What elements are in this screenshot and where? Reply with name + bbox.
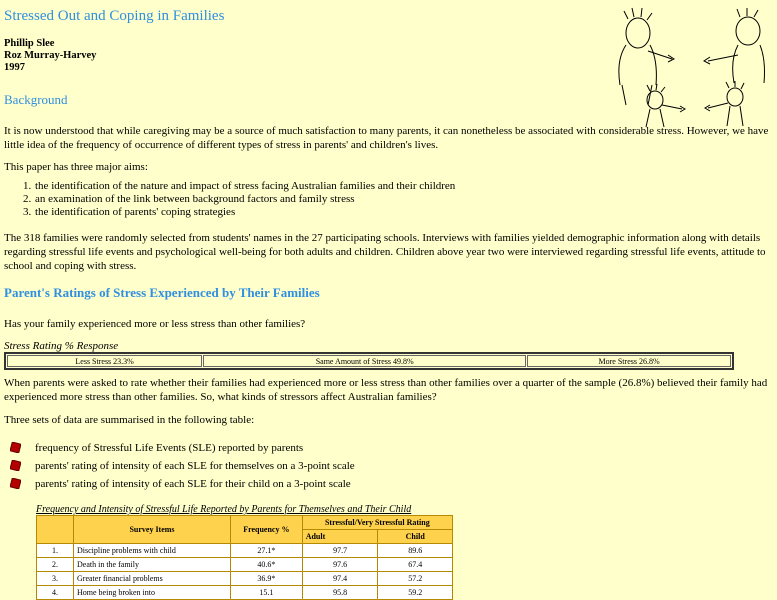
red-diamond-bullet-icon	[10, 442, 21, 453]
background-heading: Background	[4, 92, 68, 107]
table-caption: Frequency and Intensity of Stressful Life Reported by Parents for Themselves and Their Child	[36, 504, 412, 515]
ratings-summary: When parents were asked to rate whether their families had experienced more or less stress than other families over a quarter of the sample (26.8%) believed their family had experienced more stress than other families. So, what kinds of stressors affect Australian families?	[4, 377, 768, 403]
data-set-label: frequency of Stressful Life Events (SLE) reported by parents	[35, 442, 304, 454]
publication-year: 1997	[4, 62, 25, 73]
data-set-label: parents' rating of intensity of each SLE for themselves on a 3-point scale	[35, 460, 355, 472]
author-1: Phillip Slee	[4, 38, 55, 49]
table-row	[37, 544, 453, 558]
row-number-header	[37, 516, 74, 544]
rating-header: Stressful/Very Stressful Rating	[302, 516, 452, 530]
data-set-label: parents' rating of intensity of each SLE for their child on a 3-point scale	[35, 478, 351, 490]
survey-item: Home being broken into	[74, 586, 231, 600]
row-number: 4.	[37, 586, 74, 600]
stress-rating-table	[4, 352, 734, 370]
survey-item: Greater financial problems	[74, 572, 231, 586]
frequency-value: 40.6*	[231, 558, 303, 572]
table-row	[37, 572, 453, 586]
red-diamond-bullet-icon	[10, 478, 21, 489]
frequency-value: 27.1*	[231, 544, 303, 558]
red-diamond-bullet-icon	[10, 460, 21, 471]
ratings-heading: Parent's Ratings of Stress Experienced by Their Families	[4, 285, 320, 300]
table-row	[37, 558, 453, 572]
child-rating: 57.2	[378, 572, 453, 586]
page-title: Stressed Out and Coping in Families	[4, 8, 225, 24]
frequency-value: 36.9*	[231, 572, 303, 586]
child-rating: 59.2	[378, 586, 453, 600]
more-stress-cell: More Stress 26.8%	[527, 355, 731, 367]
aim-item: 1. the identification of the nature and impact of stress facing Australian families and their children	[34, 180, 455, 193]
frequency-value: 15.1	[231, 586, 303, 600]
authors	[4, 38, 96, 74]
adult-rating: 97.4	[302, 572, 378, 586]
sle-table	[36, 515, 453, 600]
row-number: 3.	[37, 572, 74, 586]
table-row	[37, 586, 453, 600]
ratings-question: Has your family experienced more or less stress than other families?	[4, 318, 306, 330]
author-2: Roz Murray-Harvey	[4, 50, 97, 61]
method-text: The 318 families were randomly selected from students' names in the 27 participating schools. Interviews with families yielded demographic information along with details regarding stressful life events and psychological well-being for both adults and children. Children above year two were interviewed regarding stressful life events, attitude to school and coping with stress.	[4, 232, 766, 272]
aim-item: 2. an examination of the link between background factors and family stress	[34, 193, 455, 206]
less-stress-cell: Less Stress 23.3%	[7, 355, 202, 367]
aim-item: 3. the identification of parents' coping strategies	[34, 206, 455, 219]
aims-intro: This paper has three major aims:	[4, 161, 148, 173]
sets-intro: Three sets of data are summarised in the following table:	[4, 414, 255, 426]
aims-list	[4, 180, 455, 219]
adult-rating: 95.8	[302, 586, 378, 600]
same-stress-cell: Same Amount of Stress 49.8%	[203, 355, 526, 367]
frequency-header: Frequency %	[231, 516, 303, 544]
stress-rating-caption: Stress Rating % Response	[4, 340, 119, 352]
row-number: 1.	[37, 544, 74, 558]
adult-rating: 97.6	[302, 558, 378, 572]
child-rating: 89.6	[378, 544, 453, 558]
survey-item: Death in the family	[74, 558, 231, 572]
child-header: Child	[378, 530, 453, 544]
adult-header: Adult	[302, 530, 378, 544]
background-intro: It is now understood that while caregiving may be a source of much satisfaction to many parents, it can nonetheless be associated with considerable stress. However, we have little idea of the frequency of occurrence of different types of stress in parents' and children's lives.	[4, 125, 769, 151]
survey-item: Discipline problems with child	[74, 544, 231, 558]
adult-rating: 97.7	[302, 544, 378, 558]
row-number: 2.	[37, 558, 74, 572]
stressed-family-cartoon-icon	[610, 5, 777, 130]
survey-items-header: Survey Items	[74, 516, 231, 544]
child-rating: 67.4	[378, 558, 453, 572]
